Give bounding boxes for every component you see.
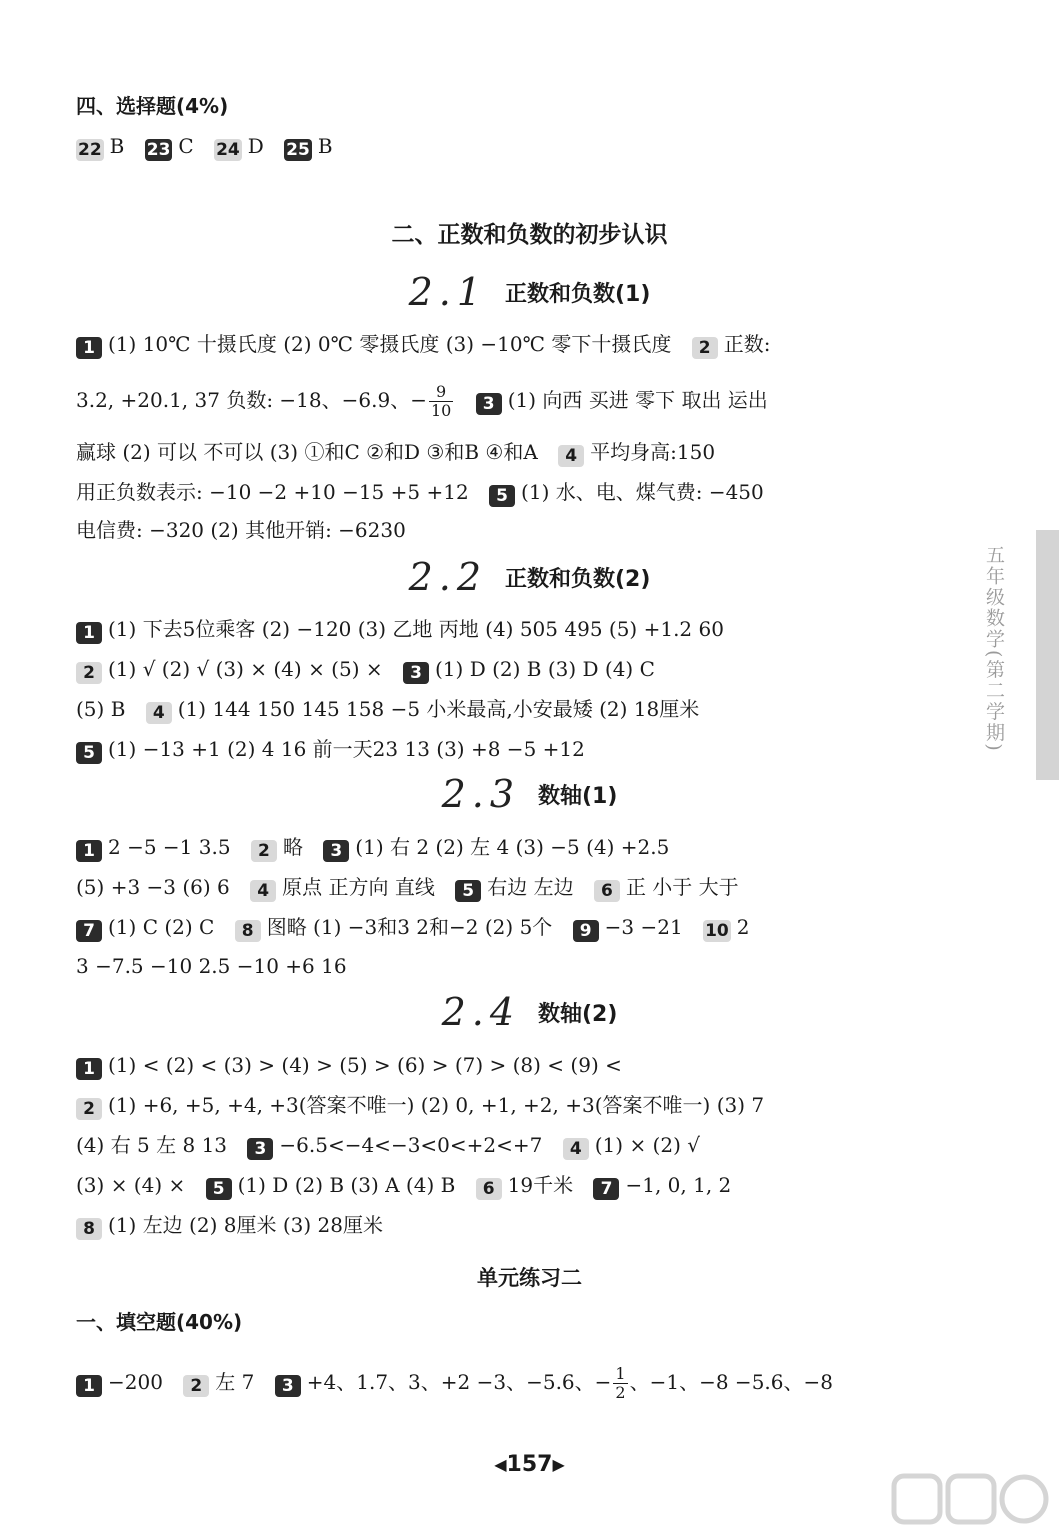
answer-line xyxy=(76,516,406,544)
answer-text: (4) 右 5 左 8 13 xyxy=(76,1133,228,1157)
answer-line xyxy=(76,1171,731,1199)
fraction-denominator: 2 xyxy=(615,1383,626,1402)
answer-text: C xyxy=(178,134,194,158)
answer-text: (1) 水、电、煤气费: −450 xyxy=(521,480,764,504)
answer-text: (3) × (4) × xyxy=(76,1173,186,1197)
answer-text: +4、1.7、3、+2 −3、−5.6、− xyxy=(306,1370,612,1394)
answer-line xyxy=(76,1364,833,1402)
question-badge: 1 xyxy=(76,337,102,359)
section-number: 2.3 xyxy=(441,772,520,816)
fraction-numerator: 1 xyxy=(615,1364,626,1383)
answer-line xyxy=(76,1211,383,1239)
section-heading-2-1 xyxy=(0,270,1059,320)
question-badge: 24 xyxy=(216,140,240,160)
answer-text: 略 xyxy=(282,835,303,859)
section-header-choice: 四、选择题(4%) xyxy=(76,94,229,118)
question-badge: 6 xyxy=(476,1178,502,1200)
question-badge: 5 xyxy=(76,742,102,764)
answer-line xyxy=(76,438,715,466)
unit-title: 单元练习二 xyxy=(477,1266,582,1290)
fraction-denominator: 10 xyxy=(430,401,452,420)
answer-text: (1) +6, +5, +4, +3(答案不唯一) (2) 0, +1, +2, +3(答案不唯一) (3) 7 xyxy=(108,1093,765,1117)
answer-text: D xyxy=(247,134,264,158)
answer-text: (1) D (2) B (3) D (4) C xyxy=(435,657,655,681)
answer-text: 3 −7.5 −10 2.5 −10 +6 16 xyxy=(76,954,347,978)
side-tab xyxy=(1036,530,1059,780)
answer-text: (1) 向西 买进 零下 取出 运出 xyxy=(507,388,768,412)
answer-text: 电信费: −320 (2) 其他开销: −6230 xyxy=(76,518,406,542)
answer-text: −6.5<−4<−3<0<+2<+7 xyxy=(279,1133,543,1157)
section-heading-2-2 xyxy=(0,555,1059,605)
answer-line xyxy=(76,615,724,643)
question-badge: 2 xyxy=(76,1098,102,1120)
answer-text: 正数: xyxy=(723,332,771,356)
fraction xyxy=(429,383,453,420)
answer-text: B xyxy=(109,134,125,158)
answer-line xyxy=(76,833,669,861)
question-badge: 5 xyxy=(455,880,481,902)
answer-text: (1) 右 2 (2) 左 4 (3) −5 (4) +2.5 xyxy=(355,835,670,859)
question-badge: 4 xyxy=(250,880,276,902)
answer-text: (1) × (2) √ xyxy=(594,1133,700,1157)
answer-line xyxy=(76,1091,764,1119)
answer-text: (1) √ (2) √ (3) × (4) × (5) × xyxy=(108,657,383,681)
answer-text: (1) −13 +1 (2) 4 16 前一天23 13 (3) +8 −5 +12 xyxy=(108,737,585,761)
answer-text: (5) B xyxy=(76,697,126,721)
question-badge: 6 xyxy=(594,880,620,902)
answer-text: (1) 144 150 145 158 −5 小米最高,小安最矮 (2) 18厘米 xyxy=(177,697,700,721)
answer-line xyxy=(76,1131,700,1159)
answer-text: (5) +3 −3 (6) 6 xyxy=(76,875,230,899)
question-badge: 4 xyxy=(558,445,584,467)
question-badge: 9 xyxy=(573,920,599,942)
question-badge: 5 xyxy=(489,485,515,507)
question-badge: 23 xyxy=(146,140,171,160)
answer-text: 3.2, +20.1, 37 负数: −18、−6.9、− xyxy=(76,388,427,412)
question-badge: 1 xyxy=(76,1375,102,1397)
answer-line xyxy=(76,382,768,420)
question-badge: 3 xyxy=(403,662,429,684)
answer-text: (1) 下去5位乘客 (2) −120 (3) 乙地 丙地 (4) 505 495 (5) +1.2 60 xyxy=(108,617,724,641)
question-badge: 5 xyxy=(206,1178,232,1200)
answer-line xyxy=(76,952,347,980)
question-badge: 3 xyxy=(247,1138,273,1160)
answer-text: (1) D (2) B (3) A (4) B xyxy=(237,1173,456,1197)
question-badge: 2 xyxy=(251,840,277,862)
answer-text: (1) C (2) C xyxy=(108,915,215,939)
answer-line xyxy=(76,655,655,683)
answer-text: −1, 0, 1, 2 xyxy=(625,1173,732,1197)
answer-line xyxy=(76,735,585,763)
question-badge: 8 xyxy=(76,1218,102,1240)
question-badge: 2 xyxy=(183,1375,209,1397)
question-badge: 2 xyxy=(76,662,102,684)
page-number-text: 157 xyxy=(506,1452,553,1477)
question-badge: 7 xyxy=(76,920,102,942)
answer-text: (1) < (2) < (3) > (4) > (5) > (6) > (7) > (8) < (9) < xyxy=(108,1053,622,1077)
answer-text: 2 −5 −1 3.5 xyxy=(108,835,231,859)
choice-answers xyxy=(76,132,333,160)
answer-line xyxy=(76,1051,622,1079)
section-number: 2.2 xyxy=(408,555,487,599)
question-badge: 3 xyxy=(476,393,502,415)
question-badge: 25 xyxy=(286,140,310,160)
answer-line xyxy=(76,695,699,723)
question-badge: 4 xyxy=(146,702,172,724)
section-name: 正数和负数(2) xyxy=(505,566,651,592)
answer-text: 正 小于 大于 xyxy=(625,875,739,899)
question-badge: 8 xyxy=(235,920,261,942)
question-badge: 3 xyxy=(323,840,349,862)
section-name: 正数和负数(1) xyxy=(505,281,651,307)
question-badge: 3 xyxy=(275,1375,301,1397)
section-number: 2.1 xyxy=(408,270,487,314)
question-badge: 10 xyxy=(705,921,729,941)
section-header-fill: 一、填空题(40%) xyxy=(76,1310,243,1334)
answer-text: 赢球 (2) 可以 不可以 (3) ①和C ②和D ③和B ④和A xyxy=(76,440,538,464)
section-name: 数轴(1) xyxy=(538,783,618,809)
section-name: 数轴(2) xyxy=(538,1001,618,1027)
answer-line xyxy=(76,913,749,941)
question-badge: 1 xyxy=(76,840,102,862)
answer-text: 原点 正方向 直线 xyxy=(282,875,435,899)
answer-line xyxy=(76,873,739,901)
answer-text: 图略 (1) −3和3 2和−2 (2) 5个 xyxy=(266,915,553,939)
answer-line xyxy=(76,330,770,358)
fraction xyxy=(613,1365,627,1402)
question-badge: 2 xyxy=(692,337,718,359)
question-badge: 4 xyxy=(563,1138,589,1160)
answer-text: (1) 左边 (2) 8厘米 (3) 28厘米 xyxy=(108,1213,383,1237)
section-heading-2-4 xyxy=(0,990,1059,1040)
question-badge: 1 xyxy=(76,622,102,644)
answer-text: −3 −21 xyxy=(604,915,683,939)
answer-text: 2 xyxy=(736,915,750,939)
answer-text: 、−1、−8 −5.6、−8 xyxy=(629,1370,833,1394)
question-badge: 1 xyxy=(76,1058,102,1080)
side-label: 五年级数学(第二学期) xyxy=(983,545,1005,753)
answer-text: 右边 左边 xyxy=(487,875,574,899)
answer-line xyxy=(76,478,764,506)
answer-text: 平均身高:150 xyxy=(590,440,716,464)
fraction-numerator: 9 xyxy=(429,383,453,402)
answer-text: B xyxy=(317,134,333,158)
section-number: 2.4 xyxy=(441,990,520,1034)
answer-text: 19千米 xyxy=(507,1173,574,1197)
watermark-logo-icon xyxy=(890,1470,1050,1530)
answer-text: 用正负数表示: −10 −2 +10 −15 +5 +12 xyxy=(76,480,469,504)
answer-text: (1) 10℃ 十摄氏度 (2) 0℃ 零摄氏度 (3) −10℃ 零下十摄氏度 xyxy=(108,332,672,356)
section-heading-2-3 xyxy=(0,772,1059,822)
arrow-left-icon: ◀ xyxy=(494,1455,507,1474)
arrow-right-icon: ▶ xyxy=(552,1455,565,1474)
question-badge: 7 xyxy=(593,1178,619,1200)
answer-text: −200 xyxy=(108,1370,163,1394)
chapter-title: 二、正数和负数的初步认识 xyxy=(391,222,668,248)
question-badge: 22 xyxy=(78,140,102,160)
answer-text: 左 7 xyxy=(215,1370,255,1394)
